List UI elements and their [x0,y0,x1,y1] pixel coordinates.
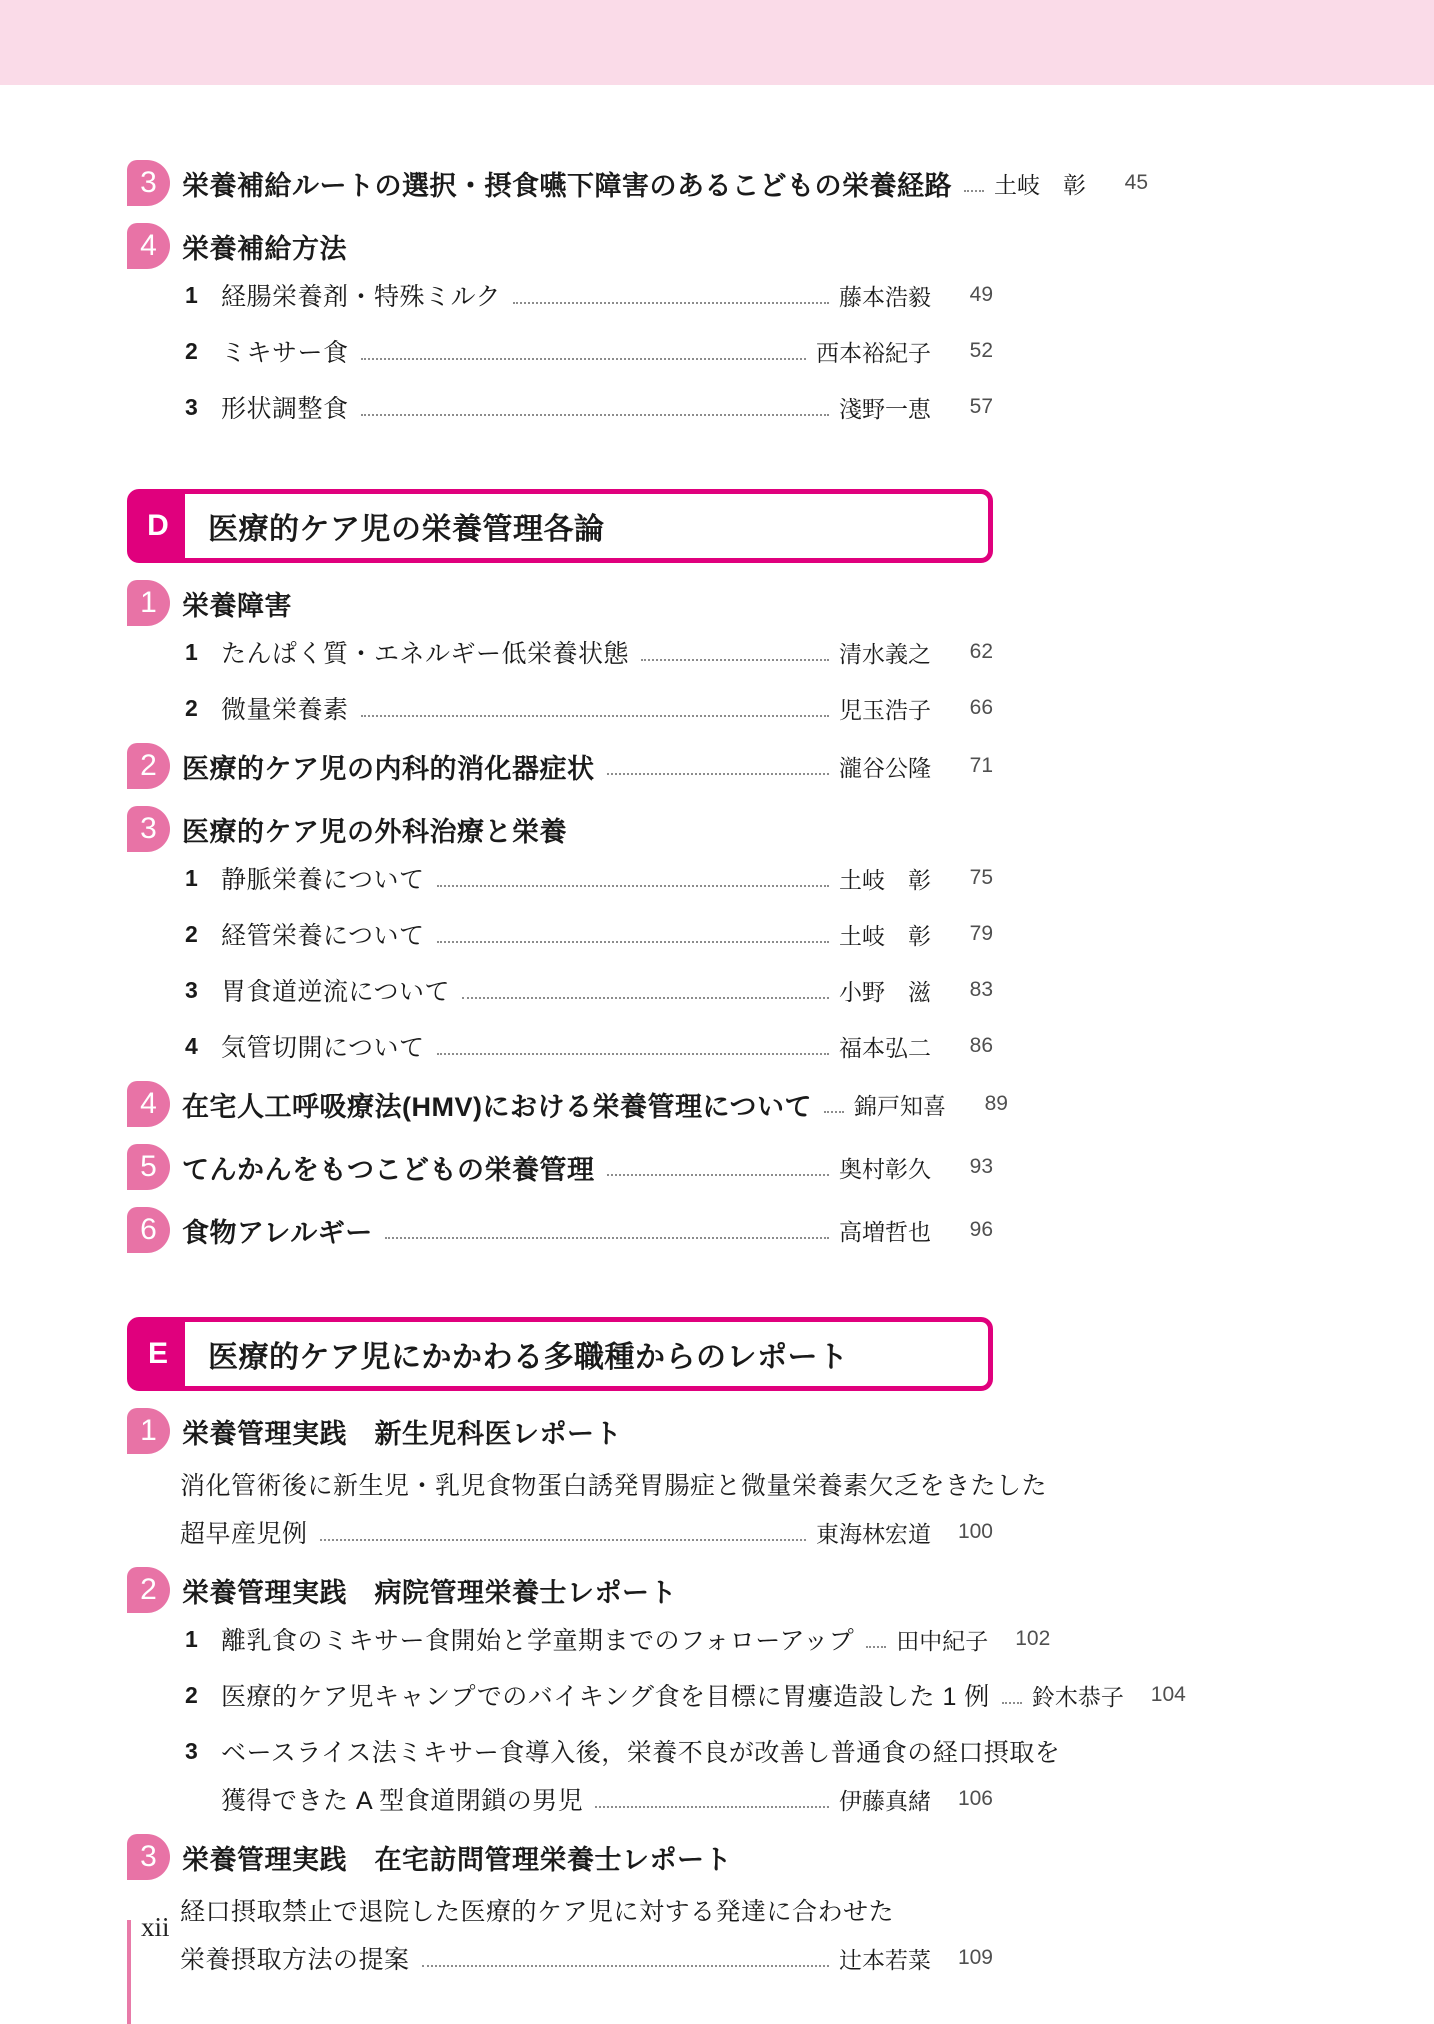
dotted-leader [641,658,829,661]
section-letter-badge: D [131,493,185,559]
page-number: xii [141,1912,170,1942]
dotted-leader [422,1964,829,1967]
toc-entry [127,634,993,670]
entry-title: 微量栄養素 [221,696,349,724]
entry-page-number: 57 [969,395,993,418]
entry-title: ミキサー食 [221,339,349,367]
entry-title: 気管切開について [221,1034,425,1062]
sub-item-number: 3 [185,1737,198,1764]
toc-entry [127,333,993,369]
toc-entry [127,223,993,269]
author-name: 土岐 彰 [839,866,931,893]
section-title: 医療的ケア児にかかわる多職種からのレポート [208,1341,849,1374]
entry-title: 医療的ケア児の外科治療と栄養 [182,816,567,847]
item-number-badge: 1 [127,1408,170,1454]
toc-entry [127,743,993,789]
entry-title: 栄養補給ルートの選択・摂食嚥下障害のあるこどもの栄養経路 [182,170,952,201]
toc-entry [127,1834,993,1880]
section-header [127,1317,993,1391]
author-name: 淺野一恵 [839,395,931,422]
entry-page-number: 62 [969,640,993,663]
toc-entry [127,1207,993,1253]
toc-entry [127,160,1148,206]
item-number-badge: 1 [127,580,170,626]
author-name: 辻本若菜 [839,1946,931,1973]
entry-title: たんぱく質・エネルギー低栄養状態 [221,640,630,668]
entry-title-continued: 栄養摂取方法の提案 [180,1946,410,1974]
toc-entry [127,1781,993,1817]
toc-entry [127,972,993,1008]
author-name: 児玉浩子 [839,696,931,723]
author-name: 伊藤真緒 [839,1787,931,1814]
dotted-leader [361,357,806,360]
entry-title: てんかんをもつこどもの栄養管理 [182,1154,595,1185]
toc-entry [127,580,993,626]
entry-title: 経腸栄養剤・特殊ミルク [221,283,502,311]
entry-page-number: 106 [957,1787,993,1810]
sub-item-number: 4 [185,1032,198,1059]
entry-title: 食物アレルギー [182,1217,373,1248]
entry-title: 栄養管理実践 在宅訪問管理栄養士レポート [182,1844,732,1875]
dotted-leader [462,996,829,999]
footer-accent-bar [127,1920,131,2024]
item-number-badge: 3 [127,160,170,206]
dotted-leader [361,714,829,717]
entry-title: 静脈栄養について [221,866,425,894]
sub-item-number: 3 [185,976,198,1003]
toc-entry [127,1466,1048,1502]
dotted-leader [437,1052,829,1055]
toc-entry [127,1408,993,1454]
entry-page-number: 71 [969,754,993,777]
entry-title-continued: 獲得できた A 型食道閉鎖の男児 [221,1787,584,1815]
section-title: 医療的ケア児の栄養管理各論 [208,513,605,546]
author-name: 錦戸知喜 [853,1092,946,1119]
author-name: 小野 滋 [839,978,931,1005]
entry-title: 離乳食のミキサー食開始と学童期までのフォローアップ [221,1627,855,1655]
entry-title-continued: 消化管術後に新生児・乳児食物蛋白誘発胃腸症と微量栄養素欠乏をきたした [180,1472,1048,1500]
author-name: 西本裕紀子 [816,339,931,366]
author-name: 土岐 彰 [994,171,1086,198]
entry-page-number: 86 [969,1034,993,1057]
author-name: 奥村彰久 [839,1155,931,1182]
toc-entry [127,1621,1051,1657]
toc-entry [127,1144,993,1190]
toc-entry [127,1892,993,1928]
entry-page-number: 109 [957,1946,993,1969]
sub-item-number: 1 [185,1625,198,1652]
dotted-leader [607,772,830,775]
entry-page-number: 104 [1150,1683,1186,1706]
toc-entry [127,1028,993,1064]
sub-item-number: 1 [185,638,198,665]
sub-item-number: 2 [185,337,198,364]
toc-entry [127,1514,993,1550]
item-number-badge: 2 [127,743,170,789]
entry-page-number: 49 [969,283,993,306]
entry-title: 胃食道逆流について [221,978,451,1006]
dotted-leader [437,884,829,887]
entry-page-number: 75 [969,866,993,889]
author-name: 清水義之 [839,640,931,667]
toc-entry [127,1081,1008,1127]
toc-entry [127,806,993,852]
sub-item-number: 1 [185,864,198,891]
entry-title: 栄養管理実践 新生児科医レポート [182,1418,622,1449]
section-letter-badge: E [131,1321,185,1387]
toc-entry [127,1567,993,1613]
sub-item-number: 3 [185,393,198,420]
toc-entry [127,690,993,726]
sub-item-number: 2 [185,694,198,721]
entry-page-number: 52 [969,339,993,362]
sub-item-number: 2 [185,1681,198,1708]
dotted-leader [595,1805,829,1808]
entry-title: 栄養補給方法 [182,233,347,264]
dotted-leader [361,413,829,416]
toc-entry [127,916,993,952]
toc [127,85,1186,1976]
dotted-leader [437,940,829,943]
item-number-badge: 6 [127,1207,170,1253]
entry-page-number: 102 [1015,1627,1051,1650]
sub-item-number: 1 [185,281,198,308]
item-number-badge: 4 [127,223,170,269]
entry-page-number: 89 [984,1092,1008,1115]
item-number-badge: 2 [127,1567,170,1613]
entry-title-continued: 経口摂取禁止で退院した医療的ケア児に対する発達に合わせた [180,1898,895,1926]
dotted-leader [385,1236,829,1239]
entry-page-number: 45 [1124,171,1148,194]
entry-page-number: 83 [969,978,993,1001]
entry-title: ベースライス法ミキサー食導入後，栄養不良が改善し普通食の経口摂取を [221,1739,1061,1767]
dotted-leader [513,301,829,304]
entry-page-number: 79 [969,922,993,945]
toc-entry [127,1733,1061,1769]
item-number-badge: 5 [127,1144,170,1190]
author-name: 鈴木恭子 [1031,1683,1124,1710]
author-name: 東海林宏道 [816,1520,931,1547]
toc-entry [127,1677,1186,1713]
author-name: 田中紀子 [896,1627,989,1654]
dotted-leader [320,1538,806,1541]
top-band [0,0,1434,85]
author-name: 高増哲也 [839,1218,931,1245]
toc-entry [127,1940,993,1976]
toc-entry [127,389,993,425]
entry-title: 経管栄養について [221,922,425,950]
entry-title: 栄養障害 [182,590,292,621]
entry-title: 医療的ケア児の内科的消化器症状 [182,753,595,784]
section-header [127,489,993,563]
toc-entry [127,860,993,896]
item-number-badge: 3 [127,1834,170,1880]
item-number-badge: 3 [127,806,170,852]
entry-page-number: 66 [969,696,993,719]
entry-page-number: 93 [969,1155,993,1178]
dotted-leader [866,1645,886,1648]
entry-page-number: 100 [957,1520,993,1543]
dotted-leader [964,189,984,192]
entry-title: 医療的ケア児キャンプでのバイキング食を目標に胃瘻造設した 1 例 [221,1683,990,1711]
author-name: 福本弘二 [839,1034,931,1061]
author-name: 瀧谷公隆 [839,754,931,781]
dotted-leader [607,1173,830,1176]
entry-title: 形状調整食 [221,395,349,423]
author-name: 土岐 彰 [839,922,931,949]
dotted-leader [824,1110,844,1113]
entry-title: 栄養管理実践 病院管理栄養士レポート [182,1577,677,1608]
author-name: 藤本浩毅 [839,283,931,310]
item-number-badge: 4 [127,1081,170,1127]
toc-entry [127,277,993,313]
entry-title-continued: 超早産児例 [180,1520,308,1548]
entry-title: 在宅人工呼吸療法(HMV)における栄養管理について [182,1091,812,1122]
dotted-leader [1002,1701,1022,1704]
entry-page-number: 96 [969,1218,993,1241]
sub-item-number: 2 [185,920,198,947]
